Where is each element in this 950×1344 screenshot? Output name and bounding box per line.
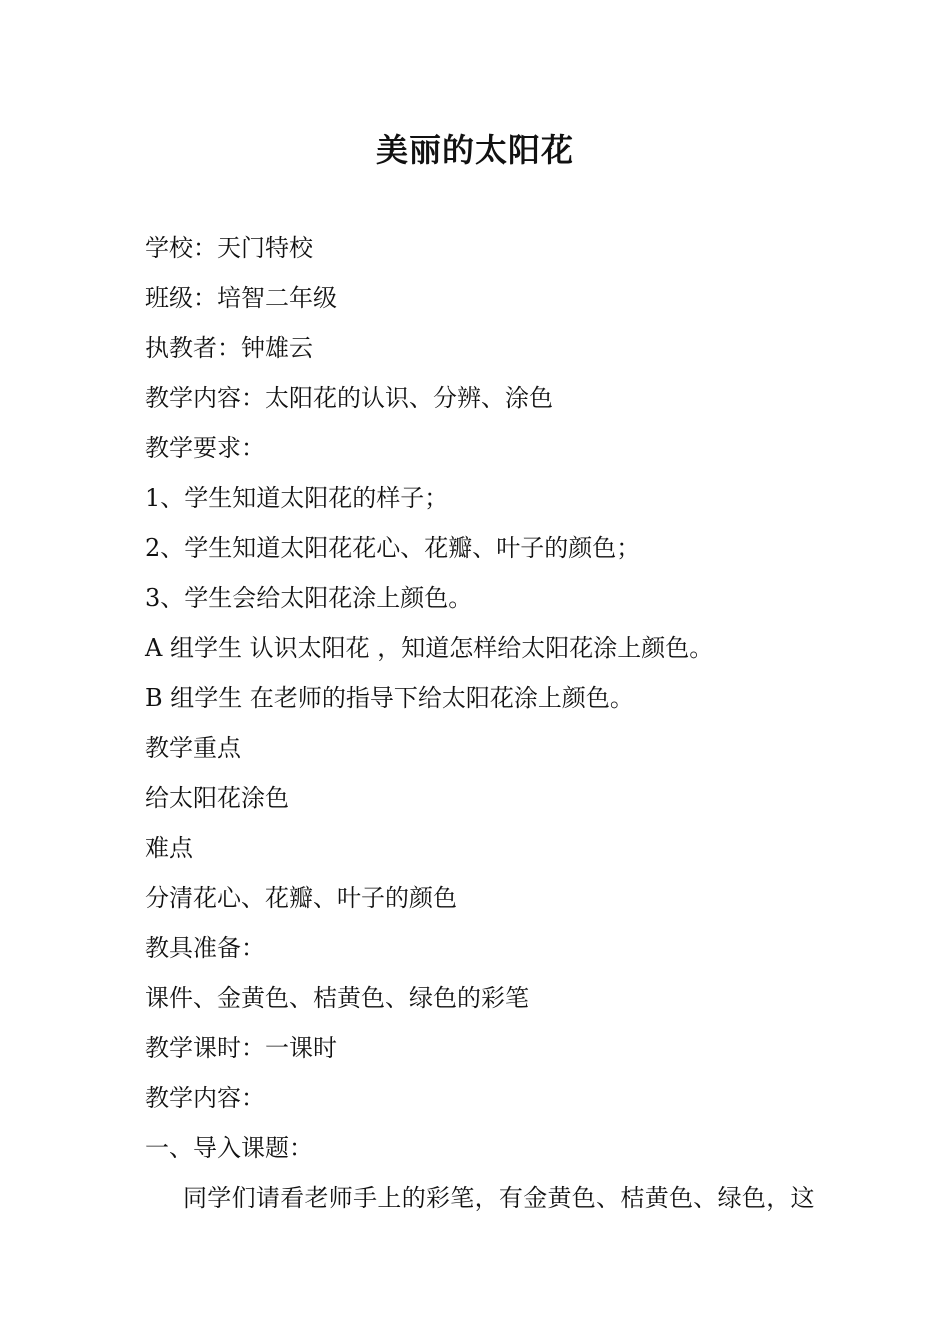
materials-heading: 教具准备： (145, 934, 265, 962)
section-intro-heading: 一、导入课题： (145, 1134, 313, 1162)
key-point-text: 给太阳花涂色 (145, 784, 289, 812)
key-point-heading: 教学重点 (145, 734, 241, 762)
requirement-item-1: 1、学生知道太阳花的样子； (145, 484, 449, 512)
requirement-item-3: 3、学生会给太阳花涂上颜色。 (145, 584, 473, 612)
difficulty-heading: 难点 (145, 834, 193, 862)
document-title: 美丽的太阳花 (375, 131, 574, 169)
requirement-item-2: 2、学生知道太阳花花心、花瓣、叶子的颜色； (145, 534, 641, 562)
difficulty-text: 分清花心、花瓣、叶子的颜色 (145, 884, 457, 912)
group-a-line: A 组学生 认识太阳花 ，知道怎样给太阳花涂上颜色。 (145, 634, 714, 662)
materials-text: 课件、金黄色、桔黄色、绿色的彩笔 (145, 984, 529, 1012)
teacher-line: 执教者：钟雄云 (145, 334, 313, 362)
class-line: 班级：培智二年级 (145, 284, 337, 312)
group-b-line: B 组学生 在老师的指导下给太阳花涂上颜色。 (145, 684, 634, 712)
intro-paragraph: 同学们请看老师手上的彩笔，有金黄色、桔黄色、绿色，这 (183, 1184, 815, 1212)
requirements-heading: 教学要求： (145, 434, 265, 462)
teaching-content-line: 教学内容：太阳花的认识、分辨、涂色 (145, 384, 553, 412)
document-body (145, 228, 835, 1228)
school-line: 学校：天门特校 (145, 234, 313, 262)
lesson-hours-line: 教学课时：一课时 (145, 1034, 337, 1062)
content-heading: 教学内容： (145, 1084, 265, 1112)
